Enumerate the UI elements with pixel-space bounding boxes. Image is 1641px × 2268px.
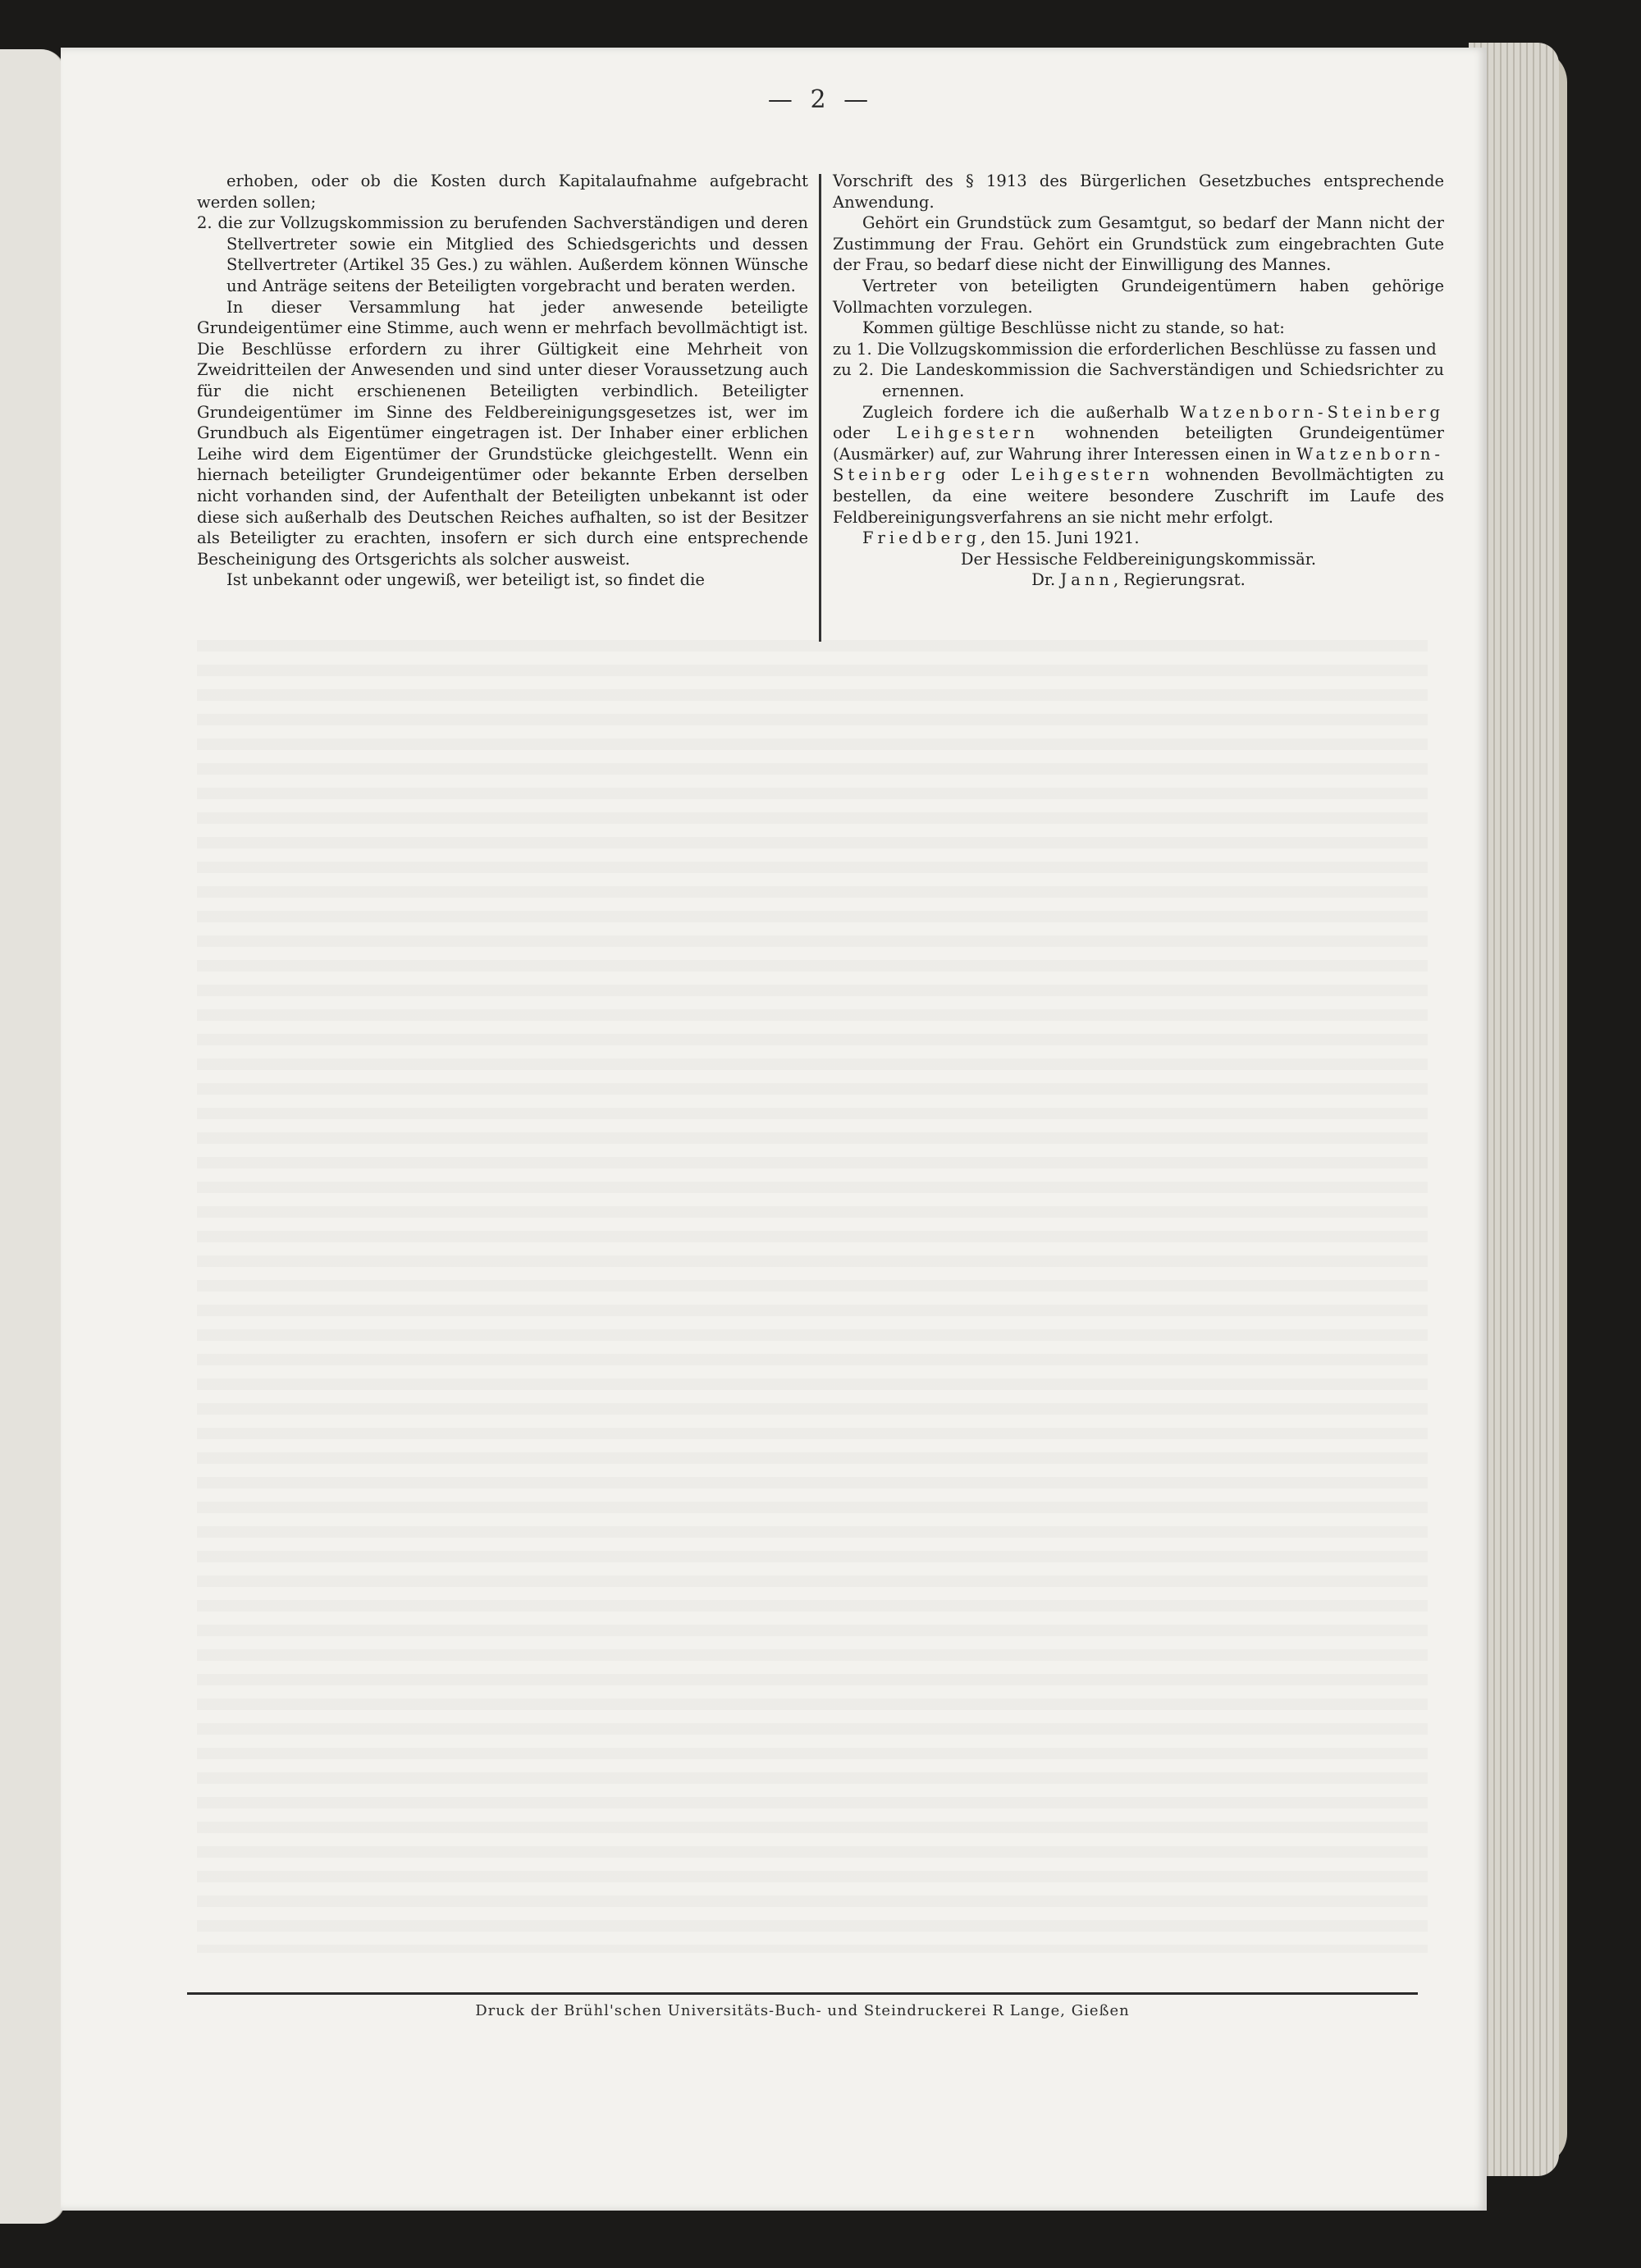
facing-page-edge	[0, 49, 66, 2224]
left-text-column	[197, 171, 808, 591]
paragraph: Kommen gültige Beschlüsse nicht zu stande, so hat:	[862, 318, 1285, 338]
signature-office: Der Hessische Feldbereinigungskommissär.	[960, 549, 1317, 569]
list-item-zu-1: zu 1. Die Vollzugskommission die erforderlichen Beschlüsse zu fassen und	[833, 339, 1437, 359]
text-run: wohnenden Bevollmächtigten zu bestellen, da eine weitere besondere Zuschrift im Laufe des Feldbereinigungsverfahrens an sie nicht mehr erfolgt.	[833, 465, 1444, 527]
text-run: oder	[833, 423, 897, 443]
paragraph: erhoben, oder ob die Kosten durch Kapitalaufnahme aufgebracht werden sollen;	[197, 171, 808, 212]
footer-rule	[187, 1992, 1418, 1995]
signer-title: , Regierungsrat.	[1113, 570, 1246, 590]
text-run: Dr.	[1031, 570, 1061, 590]
text-run: oder	[949, 465, 1011, 485]
paragraph: In dieser Versammlung hat jeder anwesende beteiligte Grundeigentümer eine Stimme, auch wenn er mehrfach bevollmächtigt ist. Die Beschlüsse erfordern zu ihrer Gültigkeit eine Mehrheit von Zweidritteilen der Anwesenden und sind unter dieser Voraussetzung auch für die nicht erschienenen Beteiligten verbindlich. Beteiligter Grundeigentümer im Sinne des Feldbereinigungsgesetzes ist, wer im Grundbuch als Eigentümer eingetragen ist. Der Inhaber einer erblichen Leihe wird dem Eigentümer der Grundstücke gleichgestellt. Wenn ein hiernach beteiligter Grundeigentümer oder bekannte Erben derselben nicht vorhanden sind, der Aufenthalt der Beteiligten unbekannt ist oder diese sich außerhalb des Deutschen Reiches aufhalten, so ist der Besitzer als Beteiligter zu erachten, insofern er sich durch eine entsprechende Bescheinigung des Ortsgerichts als solcher ausweist.	[197, 297, 808, 569]
right-text-column	[833, 171, 1444, 591]
printer-imprint: Druck der Brühl'schen Universitäts-Buch- und Steindruckerei R Lange, Gießen	[475, 2002, 1130, 2019]
paragraph: Ist unbekannt oder ungewiß, wer beteiligt ist, so findet die	[226, 570, 705, 590]
text-run: wohnenden beteiligten Grundeigentümer (Ausmärker) auf, zur Wahrung ihrer Interessen einen in	[833, 423, 1444, 464]
signature-name	[833, 569, 1444, 591]
paragraph	[833, 402, 1444, 528]
date-line	[833, 528, 1444, 549]
paragraph: Gehört ein Grundstück zum Gesamtgut, so bedarf der Mann nicht der Zustimmung der Frau. Gehört ein Grundstück zum eingebrachten Gute der Frau, so bedarf diese nicht der Einwilligung des Mannes.	[833, 213, 1444, 275]
place-name: Watzenborn-Steinberg	[833, 444, 1444, 485]
column-divider	[819, 174, 821, 642]
list-item-zu-2: zu 2. Die Landeskommission die Sachverständigen und Schiedsrichter zu ernennen.	[833, 360, 1444, 400]
paragraph: Vorschrift des § 1913 des Bürgerlichen Gesetzbuches entsprechende Anwendung.	[833, 171, 1444, 212]
signer-name: Jann	[1060, 570, 1113, 590]
text-run: Zugleich fordere ich die außerhalb	[862, 402, 1180, 422]
date: , den 15. Juni 1921.	[980, 528, 1140, 548]
page-number: — 2 —	[767, 85, 874, 114]
place-name: Leihgestern	[1010, 465, 1154, 485]
place-name: Watzenborn-Steinberg	[1179, 402, 1444, 422]
numbered-item-2: 2. die zur Vollzugskommission zu berufenden Sachverständigen und deren Stellvertreter sowie ein Mitglied des Schiedsgerichts und dessen Stellvertreter (Artikel 35 Ges.) zu wählen. Außerdem können Wünsche und Anträge seitens der Beteiligten vorgebracht und beraten werden.	[197, 213, 808, 295]
place-name: Friedberg	[862, 528, 980, 548]
place-name: Leihgestern	[896, 423, 1039, 443]
paragraph: Vertreter von beteiligten Grundeigentümern haben gehörige Vollmachten vorzulegen.	[833, 276, 1444, 317]
